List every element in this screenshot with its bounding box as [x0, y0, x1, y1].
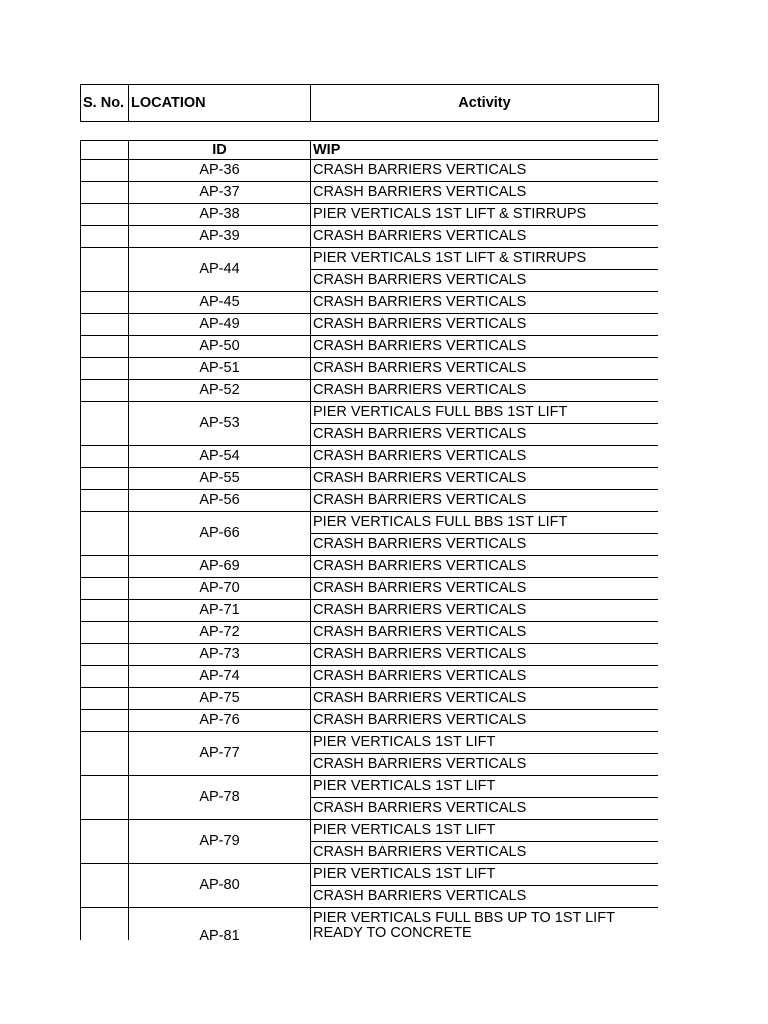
activity-cell: CRASH BARRIERS VERTICALS — [311, 424, 659, 446]
location-id-cell: AP-39 — [129, 226, 311, 248]
header-activity: Activity — [311, 85, 659, 122]
sno-cell — [81, 248, 129, 292]
table-row — [81, 160, 659, 182]
sno-cell — [81, 732, 129, 776]
subheader-wip: WIP — [311, 141, 659, 160]
location-id-cell: AP-53 — [129, 402, 311, 446]
table-row — [81, 864, 659, 886]
activity-cell: PIER VERTICALS 1ST LIFT — [311, 732, 659, 754]
table-row — [81, 380, 659, 402]
location-id-cell: AP-36 — [129, 160, 311, 182]
activity-cell: PIER VERTICALS 1ST LIFT & STIRRUPS — [311, 204, 659, 226]
location-id-cell: AP-38 — [129, 204, 311, 226]
sno-cell — [81, 226, 129, 248]
location-id-cell: AP-79 — [129, 820, 311, 864]
sno-cell — [81, 204, 129, 226]
activity-cell: PIER VERTICALS 1ST LIFT — [311, 776, 659, 798]
sno-cell — [81, 292, 129, 314]
location-id-cell: AP-52 — [129, 380, 311, 402]
location-id-cell: AP-66 — [129, 512, 311, 556]
table-row — [81, 336, 659, 358]
location-id-cell: AP-78 — [129, 776, 311, 820]
location-id-cell: AP-72 — [129, 622, 311, 644]
table-row — [81, 314, 659, 336]
location-id-cell: AP-50 — [129, 336, 311, 358]
activity-cell: CRASH BARRIERS VERTICALS — [311, 556, 659, 578]
header-sno: S. No. — [81, 85, 129, 122]
activity-cell: CRASH BARRIERS VERTICALS — [311, 886, 659, 908]
location-id-cell: AP-80 — [129, 864, 311, 908]
sno-cell — [81, 468, 129, 490]
activity-cell: CRASH BARRIERS VERTICALS — [311, 600, 659, 622]
table-row — [81, 248, 659, 270]
table-row — [81, 358, 659, 380]
header-table — [80, 84, 659, 122]
table-row — [81, 292, 659, 314]
activity-cell: CRASH BARRIERS VERTICALS — [311, 358, 659, 380]
activity-cell: CRASH BARRIERS VERTICALS — [311, 710, 659, 732]
location-id-cell: AP-37 — [129, 182, 311, 204]
sno-cell — [81, 314, 129, 336]
activity-cell: CRASH BARRIERS VERTICALS — [311, 842, 659, 864]
activity-cell: CRASH BARRIERS VERTICALS — [311, 226, 659, 248]
activity-cell: CRASH BARRIERS VERTICALS — [311, 578, 659, 600]
sno-cell — [81, 358, 129, 380]
sno-cell — [81, 600, 129, 622]
table-row — [81, 688, 659, 710]
location-id-cell: AP-73 — [129, 644, 311, 666]
activity-cell: CRASH BARRIERS VERTICALS — [311, 754, 659, 776]
location-id-cell: AP-81 — [129, 908, 311, 941]
location-id-cell: AP-77 — [129, 732, 311, 776]
table-row — [81, 468, 659, 490]
sno-cell — [81, 644, 129, 666]
table-row — [81, 402, 659, 424]
header-location: LOCATION — [129, 85, 311, 122]
activity-cell: PIER VERTICALS FULL BBS 1ST LIFT — [311, 402, 659, 424]
table-row — [81, 556, 659, 578]
sno-cell — [81, 512, 129, 556]
table-row — [81, 446, 659, 468]
activity-cell: CRASH BARRIERS VERTICALS — [311, 644, 659, 666]
activity-cell: PIER VERTICALS 1ST LIFT — [311, 820, 659, 842]
sno-cell — [81, 160, 129, 182]
wip-table-body — [81, 141, 659, 941]
location-id-cell: AP-44 — [129, 248, 311, 292]
table-row — [81, 600, 659, 622]
activity-cell: CRASH BARRIERS VERTICALS — [311, 314, 659, 336]
sno-cell — [81, 402, 129, 446]
sno-cell — [81, 776, 129, 820]
sno-cell — [81, 864, 129, 908]
location-id-cell: AP-70 — [129, 578, 311, 600]
table-row — [81, 182, 659, 204]
table-row — [81, 776, 659, 798]
wip-table — [80, 140, 658, 940]
location-id-cell: AP-45 — [129, 292, 311, 314]
header-row — [81, 85, 659, 122]
activity-cell: CRASH BARRIERS VERTICALS — [311, 798, 659, 820]
sno-cell — [81, 622, 129, 644]
activity-cell: PIER VERTICALS 1ST LIFT — [311, 864, 659, 886]
sno-cell — [81, 688, 129, 710]
location-id-cell: AP-55 — [129, 468, 311, 490]
location-id-cell: AP-75 — [129, 688, 311, 710]
location-id-cell: AP-71 — [129, 600, 311, 622]
table-row — [81, 820, 659, 842]
table-row — [81, 490, 659, 512]
table-row — [81, 204, 659, 226]
activity-cell: CRASH BARRIERS VERTICALS — [311, 380, 659, 402]
activity-cell: CRASH BARRIERS VERTICALS — [311, 666, 659, 688]
activity-cell: CRASH BARRIERS VERTICALS — [311, 688, 659, 710]
sno-cell — [81, 710, 129, 732]
table-row — [81, 226, 659, 248]
sno-cell — [81, 380, 129, 402]
location-id-cell: AP-76 — [129, 710, 311, 732]
location-id-cell: AP-74 — [129, 666, 311, 688]
sno-cell — [81, 490, 129, 512]
subheader-sno — [81, 141, 129, 160]
table-row — [81, 512, 659, 534]
subheader-id: ID — [129, 141, 311, 160]
activity-cell: PIER VERTICALS FULL BBS UP TO 1ST LIFT READY TO CONCRETE — [311, 908, 659, 941]
sno-cell — [81, 336, 129, 358]
activity-cell: CRASH BARRIERS VERTICALS — [311, 160, 659, 182]
activity-cell: CRASH BARRIERS VERTICALS — [311, 622, 659, 644]
table-row — [81, 732, 659, 754]
sno-cell — [81, 182, 129, 204]
table-row — [81, 666, 659, 688]
wip-table-container — [80, 140, 658, 940]
location-id-cell: AP-51 — [129, 358, 311, 380]
sno-cell — [81, 908, 129, 941]
activity-cell: PIER VERTICALS FULL BBS 1ST LIFT — [311, 512, 659, 534]
activity-cell: PIER VERTICALS 1ST LIFT & STIRRUPS — [311, 248, 659, 270]
activity-cell: CRASH BARRIERS VERTICALS — [311, 182, 659, 204]
activity-cell: CRASH BARRIERS VERTICALS — [311, 292, 659, 314]
activity-cell: CRASH BARRIERS VERTICALS — [311, 490, 659, 512]
activity-cell: CRASH BARRIERS VERTICALS — [311, 270, 659, 292]
sno-cell — [81, 556, 129, 578]
location-id-cell: AP-56 — [129, 490, 311, 512]
table-row — [81, 908, 659, 941]
subheader-row — [81, 141, 659, 160]
activity-cell: CRASH BARRIERS VERTICALS — [311, 336, 659, 358]
location-id-cell: AP-49 — [129, 314, 311, 336]
sno-cell — [81, 446, 129, 468]
activity-cell: CRASH BARRIERS VERTICALS — [311, 534, 659, 556]
table-row — [81, 644, 659, 666]
activity-cell: CRASH BARRIERS VERTICALS — [311, 468, 659, 490]
table-row — [81, 710, 659, 732]
table-row — [81, 578, 659, 600]
sno-cell — [81, 666, 129, 688]
sno-cell — [81, 820, 129, 864]
table-row — [81, 622, 659, 644]
sno-cell — [81, 578, 129, 600]
location-id-cell: AP-54 — [129, 446, 311, 468]
activity-cell: CRASH BARRIERS VERTICALS — [311, 446, 659, 468]
location-id-cell: AP-69 — [129, 556, 311, 578]
